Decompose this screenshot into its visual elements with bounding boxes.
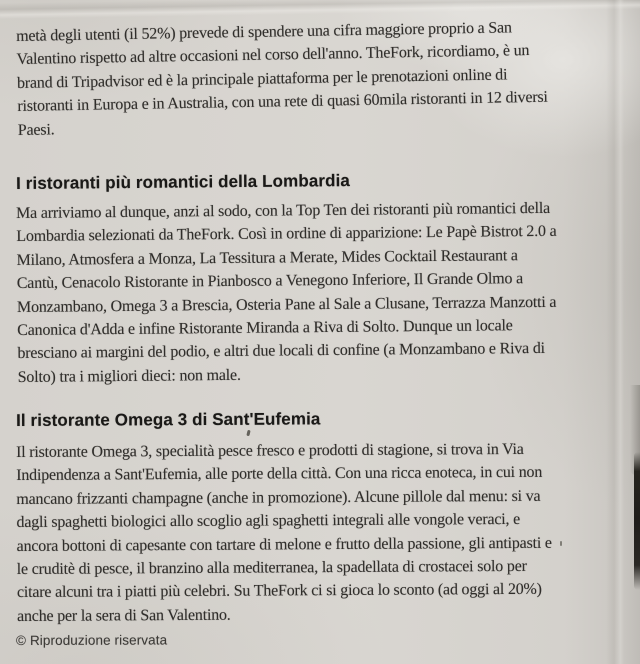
text-line: brand di Tripadvisor ed è la principale piattaforma per le prenotazioni online di xyxy=(16,66,508,92)
text-line: Milano, Atmosfera a Monza, La Tessitura a Merate, Mides Cocktail Restaurant a xyxy=(16,246,518,269)
stray-ink-mark xyxy=(246,430,250,437)
text-line: mancano frizzanti champagne (anche in promozione). Alcune pillole dal menu: si va xyxy=(16,487,541,508)
text-line: Paesi. xyxy=(17,120,55,139)
text-line: Monzambano, Omega 3 a Brescia, Osteria Pane al Sale a Clusane, Terrazza Manzotti a xyxy=(16,293,557,316)
text-line: Indipendenza a Sant'Eufemia, alle porte della città. Con una ricca enoteca, in cui non xyxy=(16,464,543,485)
lombardia-topten-paragraph xyxy=(16,196,622,389)
text-line: ristoranti in Europa e in Australia, con una rete di quasi 60mila ristoranti in 12 diversi xyxy=(17,88,548,116)
section-heading-omega3: Il ristorante Omega 3 di Sant'Eufemia xyxy=(16,409,321,430)
text-line: dagli spaghetti biologici allo scoglio agli spaghetti integrali alle vongole veraci, e xyxy=(16,511,521,532)
text-line: metà degli utenti (il 52%) prevede di spendere una cifra maggiore proprio a San xyxy=(16,19,512,45)
text-line: Lombardia selezionati da TheFork. Così in ordine di apparizione: Le Papè Bistrot 2.0 a xyxy=(16,223,557,246)
paper-edge-dark-sliver xyxy=(634,452,640,590)
text-line: Valentino rispetto ad altre occasioni nel corso dell'anno. TheFork, ricordiamo, è un xyxy=(16,42,530,69)
text-line: bresciano ai margini del podio, e altri due locali di confine (a Monzambano e Riva di xyxy=(17,340,545,363)
text-line: Cantù, Cenacolo Ristorante in Pianbosco a Venegono Inferiore, Il Grande Olmo a xyxy=(16,270,524,293)
text-line: Ma arriviamo al dunque, anzi al sodo, con la Top Ten dei ristoranti più romantici della xyxy=(16,199,551,222)
omega3-paragraph xyxy=(16,437,621,628)
intro-paragraph xyxy=(16,14,622,141)
text-line: Canonica d'Adda e infine Ristorante Miranda a Riva di Solto. Dunque un locale xyxy=(17,317,513,339)
copyright-notice: © Riproduzione riservata xyxy=(16,632,168,648)
text-line: ancora bottoni di capesante con tartare di melone e frutto della passione, gli antipasti e xyxy=(16,534,552,555)
ink-speck xyxy=(560,541,562,546)
text-line: le cruditè di pesce, il branzino alla mediterranea, la spadellata di crostacei solo per xyxy=(16,557,527,578)
text-line: anche per la sera di San Valentino. xyxy=(17,606,231,625)
text-line: Solto) tra i migliori dieci: non male. xyxy=(17,366,241,386)
section-heading-lombardia: I ristoranti più romantici della Lombardia xyxy=(16,171,351,193)
text-line: Il ristorante Omega 3, specialità pesce fresco e prodotti di stagione, si trova in Via xyxy=(16,440,524,461)
text-line: citare alcuni tra i piatti più celebri. Su TheFork ci si gioca lo sconto (ad oggi al 20%) xyxy=(16,581,542,602)
